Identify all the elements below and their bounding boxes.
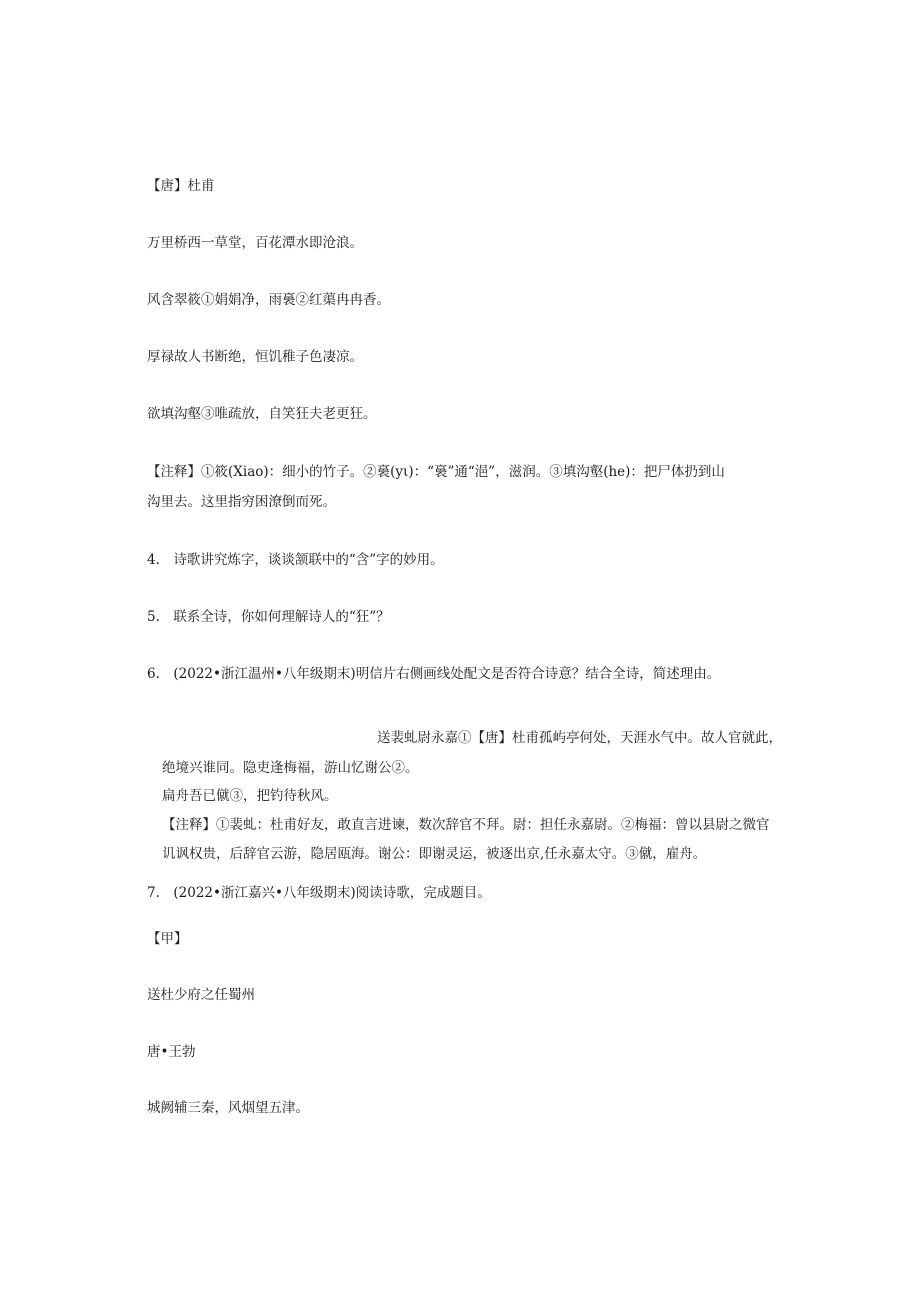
question-5: 5. 联系全诗，你如何理解诗人的“狂”？ [147, 609, 390, 625]
poem2-line-3: 扁舟吾已僦③，把钓待秋风。 [162, 788, 338, 804]
poem2-note-line-2: 讥讽权贵，后辞官云游，隐居瓯海。谢公：即谢灵运，被逐出京,任永嘉太守。③僦，雇舟。 [162, 846, 707, 862]
poem2-line-1: 送裴虬尉永嘉①【唐】杜甫孤屿亭何处，天涯水气中。故人官就此， [377, 730, 782, 746]
poem3-section-label: 【甲】 [147, 931, 188, 947]
poem1-note-line-2: 沟里去。这里指穷困潦倒而死。 [147, 494, 336, 510]
question-6: 6. (2022•浙江温州•八年级期末)明信片右侧画线处配文是否符合诗意？结合全诗，简述理由。 [147, 666, 721, 682]
poem2-note-line-1: 【注释】①裴虬：杜甫好友，敢直言进谏，数次辞官不拜。尉：担任永嘉尉。②梅福：曾以县尉之微官 [162, 817, 770, 833]
question-4: 4. 诗歌讲究炼字，谈谈颔联中的“含”字的妙用。 [147, 552, 444, 568]
poem1-author: 【唐】杜甫 [147, 178, 215, 194]
poem1-line-1: 万里桥西一草堂，百花潭水即沧浪。 [147, 235, 363, 251]
question-7: 7. (2022•浙江嘉兴•八年级期末)阅读诗歌，完成题目。 [147, 885, 491, 901]
poem3-author: 唐•王勃 [147, 1044, 196, 1060]
poem1-line-2: 风含翠筱①娟娟净，雨裛②红蕖冉冉香。 [147, 292, 390, 308]
poem2-line-2: 绝境兴谁同。隐吏逢梅福，游山忆谢公②。 [162, 760, 419, 776]
poem3-title: 送杜少府之任蜀州 [147, 987, 255, 1003]
poem1-line-3: 厚禄故人书断绝，恒饥稚子色凄凉。 [147, 349, 363, 365]
poem3-line-1: 城阙辅三秦，风烟望五津。 [147, 1100, 309, 1116]
poem1-line-4: 欲填沟壑③唯疏放，自笑狂夫老更狂。 [147, 406, 377, 422]
poem1-note-line-1: 【注释】①筱(Xiao)：细小的竹子。②裛(yι)：“裛”通“浥”，滋润。③填沟壑(he)：把尸体扔到山 [147, 464, 725, 480]
